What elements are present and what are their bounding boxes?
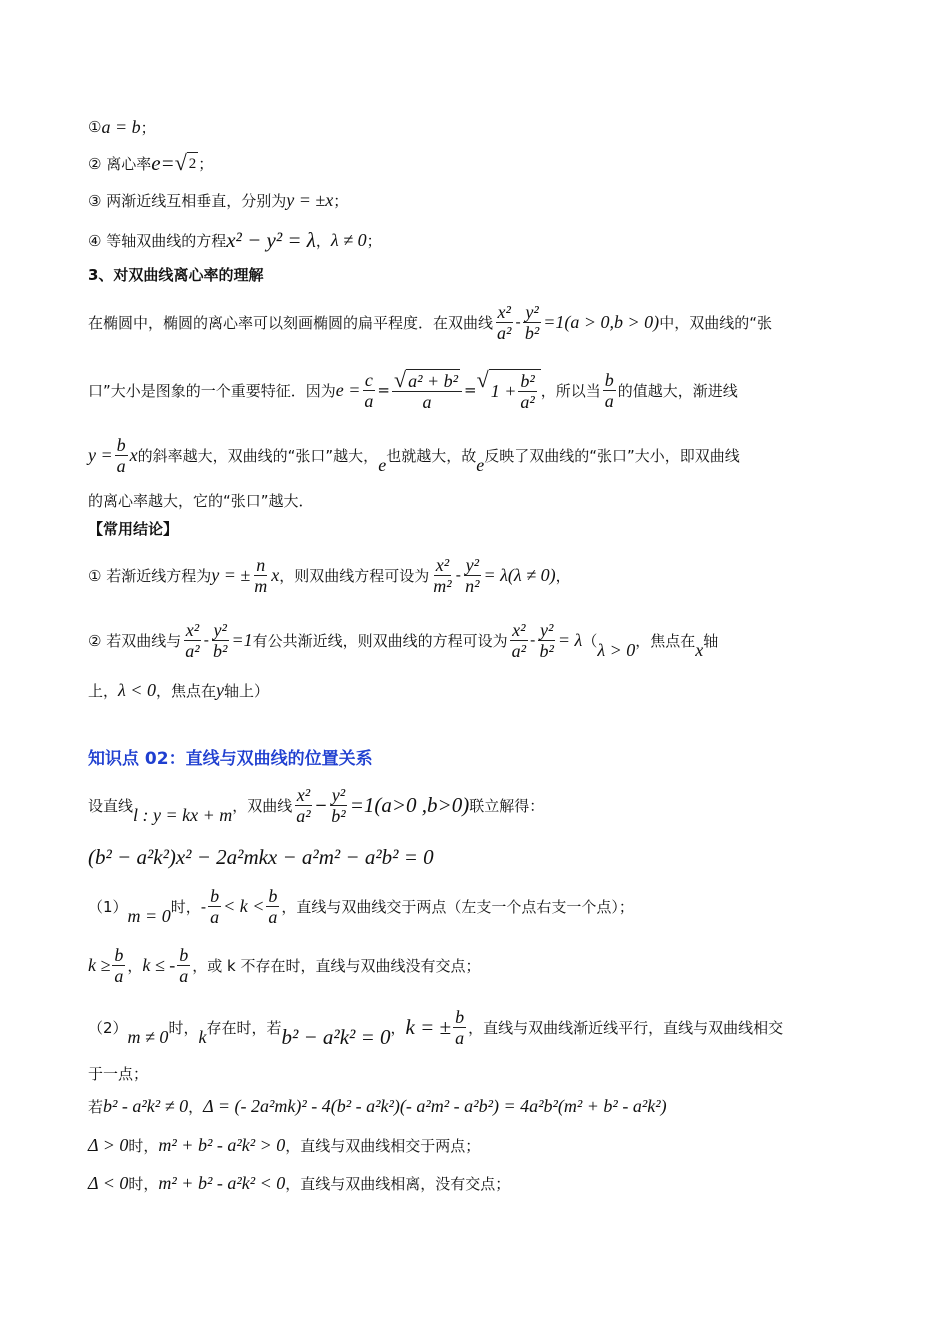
math-expression: a — [268, 906, 278, 927]
math-expression: c — [364, 369, 373, 390]
math-expression: Δ = (- 2a²mk)² - 4(b² - a²k²)(- a²m² - a²b²) = 4a²b²(m² + b² - a²k²) — [203, 1095, 667, 1116]
text-run: 口”大小是图象的一个重要特征．因为 — [88, 381, 336, 400]
paragraph-line — [88, 292, 772, 352]
math-expression: 1 + — [490, 380, 517, 401]
text-run: ； — [333, 191, 349, 210]
math-expression: x² — [512, 619, 526, 640]
math-expression: n — [256, 554, 266, 575]
math-expression: y² — [525, 301, 539, 322]
math-expression: m² + b² - a²k² < 0 — [158, 1172, 286, 1193]
math-expression: m ≠ 0 — [127, 1026, 169, 1047]
fraction-numerator — [208, 886, 221, 907]
math-expression: e — [151, 150, 161, 175]
text-run: ， — [127, 956, 143, 975]
math-expression: k = ± — [405, 1014, 452, 1039]
math-expression: b² — [524, 322, 540, 343]
fraction-denominator — [252, 576, 269, 596]
fraction-denominator — [183, 641, 201, 661]
fraction-denominator — [431, 576, 453, 596]
math-expression: e — [476, 454, 485, 475]
fraction-numerator — [254, 555, 267, 576]
text-run: = — [377, 381, 390, 399]
math-expression: =1 — [231, 629, 253, 650]
text-run: 时， — [128, 1174, 159, 1193]
text-run: 的斜率越大，双曲线的“张口”越大， — [137, 446, 379, 465]
math-expression: a — [364, 390, 374, 411]
fraction-numerator — [184, 620, 201, 641]
fraction-denominator — [421, 392, 434, 412]
text-run: 的离心率越大，它的“张口”越大． — [88, 491, 314, 510]
math-expression: y = ± — [211, 564, 251, 585]
math-expression: =1(a>0 ,b>0) — [349, 792, 470, 817]
text-run: ， — [390, 1018, 406, 1037]
fraction-denominator — [453, 1028, 466, 1048]
fraction-denominator — [362, 391, 375, 411]
text-run: ，直线与双曲线渐近线平行，直线与双曲线相交 — [468, 1018, 784, 1037]
math-expression: a — [422, 391, 432, 412]
text-run: （ — [582, 631, 598, 650]
math-expression: = λ(λ ≠ 0) — [483, 564, 556, 585]
fraction-denominator — [537, 641, 555, 661]
fraction-denominator — [177, 966, 190, 986]
fraction-denominator — [211, 641, 229, 661]
fraction-numerator — [434, 555, 451, 576]
text-run: （2） — [88, 1018, 128, 1037]
fraction-numerator — [518, 371, 536, 392]
fraction-numerator — [330, 785, 347, 806]
text-run: ① — [88, 118, 102, 136]
fraction-numerator — [538, 620, 555, 641]
fraction-numerator — [603, 370, 616, 391]
math-expression: a² — [497, 322, 512, 343]
math-expression: = λ — [557, 629, 583, 650]
math-expression: y² — [465, 554, 479, 575]
text-run: ， — [555, 566, 571, 585]
math-expression: b² — [539, 640, 554, 661]
text-run: 3、对双曲线离心率的理解 — [88, 265, 264, 284]
math-expression: a² — [520, 391, 535, 412]
text-run: - — [203, 631, 210, 649]
math-expression: x² — [435, 554, 450, 575]
text-run: = — [464, 381, 477, 399]
fraction-numerator — [112, 945, 125, 966]
fraction — [211, 620, 229, 661]
fraction — [183, 620, 201, 661]
fraction — [208, 886, 221, 927]
math-expression: x² − y² = λ — [226, 227, 316, 252]
math-expression: < k < — [223, 895, 265, 916]
text-run: ， — [188, 1097, 204, 1116]
text-run: ，直线与双曲线相交于两点； — [285, 1136, 481, 1155]
math-expression: b — [116, 434, 126, 455]
math-expression: b — [114, 944, 124, 965]
fraction — [329, 785, 347, 826]
fraction — [392, 366, 462, 412]
math-expression: e = — [335, 379, 361, 400]
text-run: ，焦点在 — [155, 681, 216, 700]
fraction-denominator — [510, 641, 528, 661]
paragraph-line — [88, 360, 738, 420]
math-expression: x — [271, 564, 280, 585]
fraction — [518, 371, 536, 412]
paragraph-line — [88, 1153, 510, 1213]
math-expression: Δ > 0 — [88, 1134, 129, 1155]
text-run: 的值越大，渐进线 — [617, 381, 738, 400]
math-expression: a² — [185, 640, 200, 661]
fraction — [294, 785, 312, 826]
math-expression: x — [129, 444, 138, 465]
math-expression: m² + b² - a²k² > 0 — [158, 1134, 286, 1155]
math-expression: l : y = kx + m — [133, 804, 233, 825]
text-run: 若 — [88, 1097, 104, 1116]
fraction — [453, 1007, 466, 1048]
fraction-denominator — [463, 576, 481, 596]
fraction-denominator — [523, 323, 541, 343]
math-expression: a — [114, 965, 124, 986]
text-run: ； — [198, 154, 214, 173]
paragraph-line — [88, 545, 571, 605]
math-expression: λ < 0 — [118, 679, 156, 700]
radical-sign-icon: √ — [174, 150, 187, 175]
text-run: 于一点； — [88, 1064, 149, 1083]
fraction — [431, 555, 453, 596]
paragraph-line — [88, 997, 783, 1057]
text-run: ， — [315, 231, 331, 250]
radicand — [406, 369, 460, 391]
math-expression: x — [695, 639, 704, 660]
fraction-numerator — [363, 370, 375, 391]
fraction — [252, 555, 269, 596]
fraction — [266, 886, 279, 927]
text-run: 设直线 — [88, 796, 134, 815]
fraction-denominator — [518, 392, 536, 412]
math-expression: b — [179, 944, 189, 965]
math-expression: y² — [539, 619, 554, 640]
text-run: 有公共渐近线，则双曲线的方程可设为 — [252, 631, 508, 650]
math-expression: x² — [296, 784, 311, 805]
text-run: 轴 — [703, 631, 719, 650]
fraction-denominator — [603, 391, 616, 411]
text-run: 上， — [88, 681, 119, 700]
text-run: 反映了双曲线的“张口”大小，即双曲线 — [484, 446, 740, 465]
math-expression: k — [198, 1026, 207, 1047]
fraction — [510, 620, 528, 661]
square-root — [476, 366, 541, 412]
text-run: ，直线与双曲线交于两点（左支一个点右支一个点）； — [281, 897, 634, 916]
text-run: ① 若渐近线方程为 — [88, 566, 212, 585]
math-expression: e — [378, 454, 387, 475]
fraction-numerator — [266, 886, 279, 907]
math-expression: b — [210, 885, 220, 906]
radicand — [489, 369, 541, 412]
fraction-denominator — [208, 907, 221, 927]
math-expression: a — [604, 390, 614, 411]
math-expression: a² — [511, 640, 527, 661]
math-expression: m — [254, 575, 268, 596]
math-expression: b² − a²k² = 0 — [281, 1024, 391, 1049]
text-run: 轴上） — [223, 681, 269, 700]
text-run: - — [515, 313, 521, 331]
text-run: − — [314, 796, 328, 814]
text-run: ，所以当 — [540, 381, 601, 400]
fraction — [537, 620, 555, 661]
math-expression: x² — [185, 619, 200, 640]
fraction-denominator — [329, 806, 347, 826]
math-expression: = — [160, 150, 175, 175]
fraction — [362, 370, 375, 411]
text-run: 知识点 02：直线与双曲线的位置关系 — [88, 748, 373, 769]
text-run: ，双曲线 — [232, 796, 293, 815]
math-expression: b — [268, 885, 278, 906]
paragraph-line — [88, 660, 269, 720]
math-expression: a — [455, 1027, 465, 1048]
fraction-numerator — [177, 945, 190, 966]
text-run: （1） — [88, 897, 128, 916]
text-run: 中，双曲线的“张 — [659, 313, 772, 332]
radical-sign-icon: √ — [394, 366, 407, 392]
text-run: ，或 k 不存在时，直线与双曲线没有交点； — [192, 956, 481, 975]
radical-sign-icon: √ — [476, 366, 489, 392]
text-run: ② 若双曲线与 — [88, 631, 182, 650]
math-expression: m = 0 — [127, 905, 171, 926]
fraction — [177, 945, 190, 986]
text-run: - — [530, 631, 536, 649]
text-run: ③ 两渐近线互相垂直，分别为 — [88, 191, 287, 210]
fraction-numerator — [453, 1007, 466, 1028]
math-expression: b — [604, 369, 614, 390]
fraction — [603, 370, 616, 411]
fraction-numerator — [295, 785, 312, 806]
text-run: 也就越大，故 — [386, 446, 477, 465]
math-expression: k ≥ — [88, 954, 111, 975]
square-root — [394, 366, 460, 392]
fraction — [463, 555, 481, 596]
fraction-denominator — [266, 907, 279, 927]
math-expression: y² — [331, 784, 346, 805]
text-run: 存在时，若 — [206, 1018, 282, 1037]
math-expression: k ≤ - — [142, 954, 176, 975]
paragraph-line — [88, 935, 481, 995]
math-expression: λ > 0 — [597, 639, 636, 660]
text-run: 时， — [168, 1018, 199, 1037]
text-run: 联立解得： — [469, 796, 545, 815]
fraction-numerator — [510, 620, 527, 641]
text-run: ，直线与双曲线相离，没有交点； — [285, 1174, 511, 1193]
math-expression: a — [116, 455, 126, 476]
math-expression: y — [215, 679, 224, 700]
math-expression: x² — [497, 301, 511, 322]
fraction-numerator — [464, 555, 481, 576]
fraction-denominator — [112, 966, 125, 986]
fraction — [495, 302, 513, 343]
fraction-numerator — [496, 302, 513, 323]
math-expression: =1(a > 0,b > 0) — [543, 311, 660, 332]
math-expression: b² - a²k² ≠ 0 — [103, 1095, 189, 1116]
fraction-numerator — [523, 302, 540, 323]
text-run: ，则双曲线方程可设为 — [279, 566, 430, 585]
math-expression: a² — [296, 805, 311, 826]
text-run: 【常用结论】 — [88, 519, 179, 538]
math-expression: a — [210, 906, 220, 927]
fraction-numerator — [115, 435, 128, 456]
math-expression: m² — [433, 575, 452, 596]
text-run: ； — [140, 118, 156, 137]
math-expression: y² — [213, 619, 227, 640]
text-run: - — [455, 566, 462, 584]
fraction-denominator — [495, 323, 513, 343]
math-expression: Δ < 0 — [88, 1172, 129, 1193]
math-expression: y = — [88, 444, 113, 465]
text-run: 时， — [128, 1136, 159, 1155]
fraction-denominator — [294, 806, 312, 826]
text-run: 时，- — [170, 897, 207, 916]
fraction-numerator — [392, 366, 462, 392]
math-expression: a² + b² — [408, 370, 459, 391]
text-run: 在椭圆中，椭圆的离心率可以刻画椭圆的扁平程度．在双曲线 — [88, 313, 494, 332]
math-expression: n² — [465, 575, 480, 596]
math-expression: y = ±x — [286, 189, 334, 210]
text-run: ； — [366, 231, 382, 250]
text-run: 2 — [188, 155, 197, 172]
fraction-numerator — [212, 620, 229, 641]
text-run: ② 离心率 — [88, 154, 152, 173]
math-expression: b² — [331, 805, 346, 826]
math-expression: b² — [213, 640, 228, 661]
math-expression: (b² − a²k²)x² − 2a²mkx − a²m² − a²b² = 0 — [88, 844, 434, 869]
text-run: ④ 等轴双曲线的方程 — [88, 231, 227, 250]
fraction — [112, 945, 125, 986]
math-expression: a — [179, 965, 189, 986]
paragraph-line — [88, 775, 544, 835]
paragraph-line — [88, 876, 634, 936]
math-expression: b — [455, 1006, 465, 1027]
text-run: ，焦点在 — [635, 631, 696, 650]
math-expression: b² — [520, 370, 535, 391]
fraction — [523, 302, 541, 343]
math-expression: λ ≠ 0 — [330, 229, 367, 250]
math-expression: a = b — [101, 116, 141, 137]
